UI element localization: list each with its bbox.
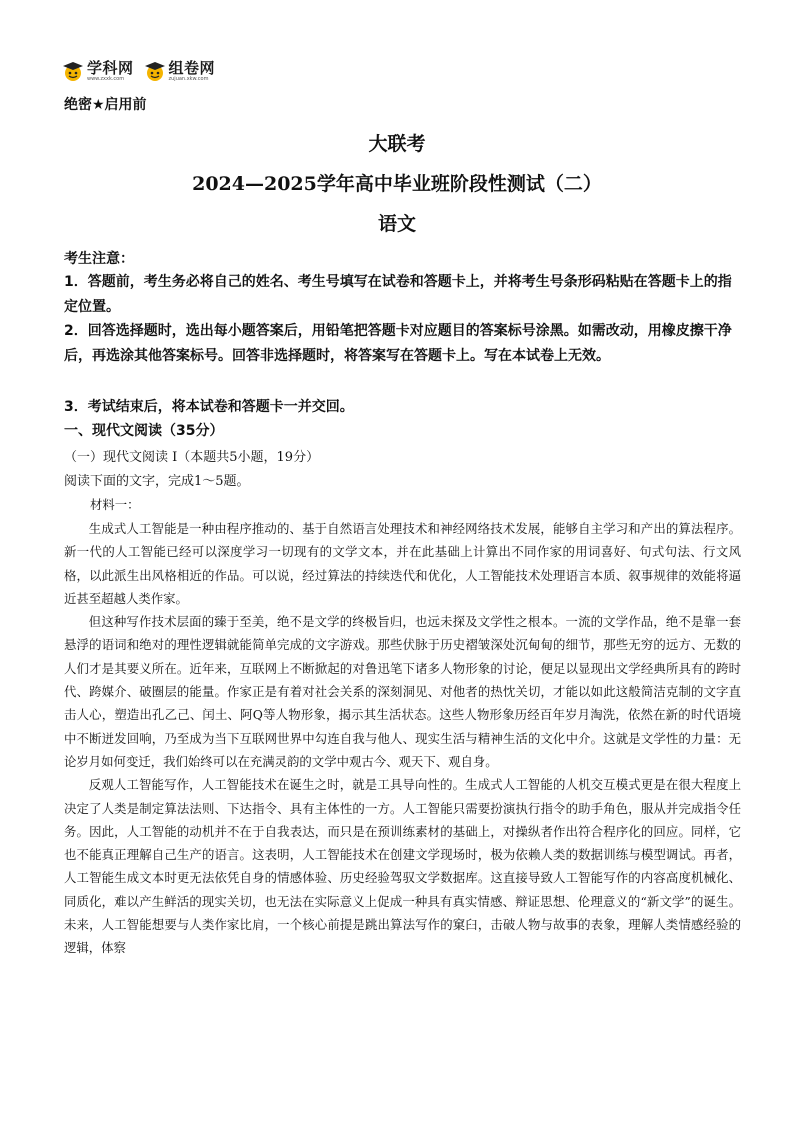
exam-title: 2024—2025学年高中毕业班阶段性测试（二）: [192, 173, 602, 195]
passage-body: [64, 517, 741, 960]
passage-paragraph: 生成式人工智能是一种由程序推动的、基于自然语言处理技术和神经网络技术发展，能够自主学习和产出的算法程序。新一代的人工智能已经可以深度学习一切现有的文学文本，并在此基础上计算出不同作家的用词喜好、句式句法、行文风格，以此派生出风格相近的作品。可以说，经过算法的持续迭代和优化，人工智能技术处理语言本质、叙事规律的效能将逼近甚至超越人类作家。: [64, 521, 741, 606]
material-label: 材料一：: [90, 497, 140, 512]
zujuanwang-logo: [144, 60, 216, 82]
notice-heading: 考生注意：: [64, 251, 134, 267]
notice-item: 3．考试结束后，将本试卷和答题卡一并交回。: [64, 399, 354, 415]
logo-name: 学科网: [87, 58, 134, 77]
section-heading: 一、现代文阅读（35分）: [64, 423, 224, 439]
notice-item: 2．回答选择题时，选出每小题答案后，用铅笔把答题卡对应题目的答案标号涂黑。如需改动，用橡皮擦干净后，再选涂其他答案标号。回答非选择题时，将答案写在答题卡上。写在本试卷上无效。: [64, 323, 732, 364]
subsection-heading: （一）现代文阅读 I（本题共5小题，19分）: [64, 450, 320, 465]
graduate-cap-icon: [62, 60, 84, 82]
xuekewang-logo: [62, 60, 134, 82]
passage-paragraph: 反观人工智能写作，人工智能技术在诞生之时，就是工具导向性的。生成式人工智能的人机交互模式更是在很大程度上决定了人类是制定算法法则、下达指令、具有主体性的一方。人工智能只需要扮演执行指令的助手角色，服从并完成指令任务。因此，人工智能的动机并不在于自我表达，而只是在预训练素材的基础上，对操纵者作出符合程序化的回应。同样，它也不能真正理解自己生产的语言。这表明，人工智能技术在创建文学现场时，极为依赖人类的数据训练与模型调试。再者，人工智能生成文本时更无法依凭自身的情感体验、历史经验驾驭文学数据库。这直接导致人工智能写作的内容高度机械化、同质化，难以产生鲜活的现实关切，也无法在实际意义上促成一种具有真实情感、辩证思想、伦理意义的“新文学”的诞生。未来，人工智能想要与人类作家比肩，一个核心前提是跳出算法写作的窠臼，击破人物与故事的表象，理解人类情感经验的逻辑，体察: [64, 777, 741, 956]
reading-instruction: 阅读下面的文字，完成1～5题。: [64, 474, 250, 489]
subject-title: 语文: [377, 213, 416, 235]
exam-series-title: 大联考: [368, 133, 426, 155]
confidential-mark: 绝密★启用前: [64, 97, 147, 113]
logo-url: zujuan.xkw.com: [168, 75, 209, 82]
logo-name: 组卷网: [168, 58, 216, 77]
notice-item: 1．答题前，考生务必将自己的姓名、考生号填写在试卷和答题卡上，并将考生号条形码粘贴在答题卡上的指定位置。: [64, 274, 732, 315]
graduate-cap-icon: [144, 60, 166, 82]
logo-url: www.zxxk.com: [87, 75, 125, 82]
passage-paragraph: 但这种写作技术层面的臻于至美，绝不是文学的终极旨归，也远未探及文学性之根本。一流的文学作品，绝不是靠一套悬浮的语词和绝对的理性逻辑就能简单完成的文字游戏。那些伏脉于历史褶皱深处沉甸甸的细节，那些无穷的远方、无数的人们才是其要义所在。近年来，互联网上不断掀起的对鲁迅笔下诸多人物形象的讨论，便足以显现出文学经典所具有的跨时代、跨媒介、破圈层的能量。作家正是有着对社会关系的深刻洞见、对他者的热忱关切，才能以如此这般简洁克制的文字直击人心，塑造出孔乙己、闰土、阿Q等人物形象，揭示其生活状态。这些人物形象历经百年岁月淘洗，依然在新的时代语境中不断迸发回响，乃至成为当下互联网世界中勾连自我与他人、现实生活与精神生活的文化中介。这就是文学性的力量：无论岁月如何变迁，我们始终可以在充满灵韵的文学中观古今、观天下、观自身。: [64, 614, 741, 769]
logo-bar: [62, 60, 215, 82]
